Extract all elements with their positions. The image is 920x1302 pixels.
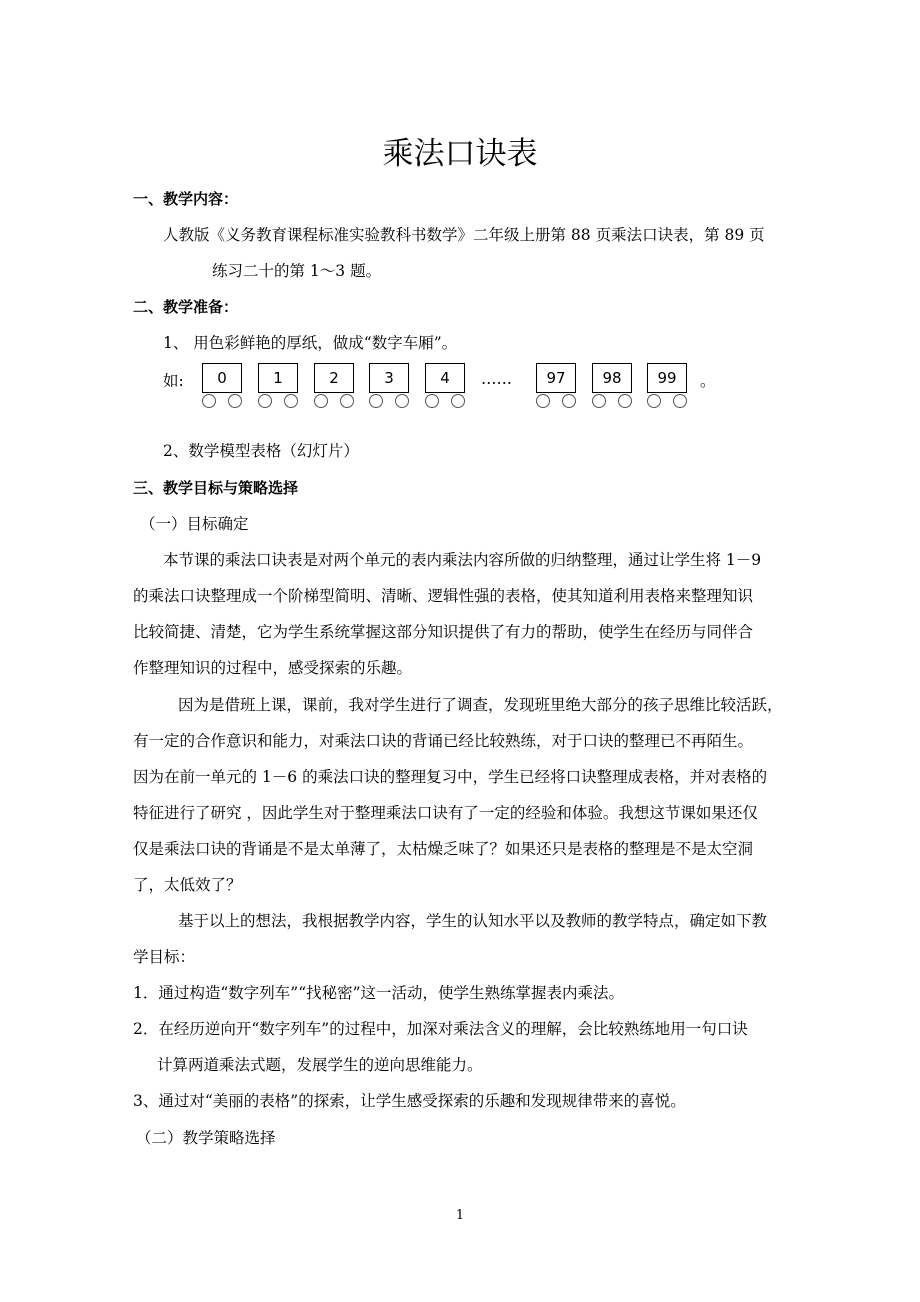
wheel-icon [228, 394, 242, 408]
page-number: 1 [455, 1208, 465, 1223]
section-heading-goals: 三、教学目标与策略选择 [133, 479, 299, 497]
paragraph-line: 基于以上的想法，我根据教学内容，学生的认知水平以及教师的教学特点，确定如下教 [178, 912, 768, 930]
paragraph-line: 比较简捷、清楚，它为学生系统掌握这部分知识提供了有力的帮助，使学生在经历与同伴合 [133, 623, 754, 641]
number-car: 2 [314, 363, 354, 393]
paragraph-line: 的乘法口诀整理成一个阶梯型简明、清晰、逻辑性强的表格，使其知道利用表格来整理知识 [133, 587, 754, 605]
wheel-icon [425, 394, 439, 408]
page-title: 乘法口诀表 [382, 136, 538, 172]
wheel-icon [369, 394, 383, 408]
paragraph-line: 特征进行了研究 ，因此学生对于整理乘法口诀有了一定的经验和体验。我想这节课如果还仅 [133, 804, 758, 822]
example-end-mark: 。 [700, 372, 716, 390]
number-car: 98 [592, 363, 632, 393]
wheel-icon [673, 394, 687, 408]
content-line-2: 练习二十的第 1～3 题。 [212, 262, 382, 280]
paragraph-line: 作整理知识的过程中，感受探索的乐趣。 [133, 659, 413, 677]
number-car: 97 [536, 363, 576, 393]
number-car: 3 [369, 363, 409, 393]
preparation-item-1: 1、 用色彩鲜艳的厚纸，做成“数字车厢”。 [163, 334, 458, 352]
wheel-icon [258, 394, 272, 408]
wheel-icon [314, 394, 328, 408]
content-line-1: 人教版《义务教育课程标准实验教科书数学》二年级上册第 88 页乘法口诀表，第 89 页 [163, 226, 765, 244]
section-heading-preparation: 二、教学准备： [133, 298, 239, 316]
paragraph-line: 因为是借班上课，课前，我对学生进行了调查，发现班里绝大部分的孩子思维比较活跃， [178, 696, 783, 714]
subsection-heading-goal-setting: （一）目标确定 [140, 515, 249, 533]
number-car: 4 [425, 363, 465, 393]
wheel-icon [592, 394, 606, 408]
wheel-icon [451, 394, 465, 408]
paragraph-line: 有一定的合作意识和能力，对乘法口诀的背诵已经比较熟练，对于口诀的整理已不再陌生。 [133, 732, 754, 750]
paragraph-line: 因为在前一单元的 1－6 的乘法口诀的整理复习中，学生已经将口诀整理成表格，并对表格的 [133, 768, 768, 786]
paragraph-line: 本节课的乘法口诀表是对两个单元的表内乘法内容所做的归纳整理，通过让学生将 1－9 [163, 551, 762, 569]
goal-item-2-cont: 计算两道乘法式题，发展学生的逆向思维能力。 [157, 1056, 483, 1074]
number-car: 99 [647, 363, 687, 393]
paragraph-line: 学目标： [133, 948, 196, 966]
subsection-heading-strategy: （二）教学策略选择 [136, 1129, 276, 1147]
paragraph-line: 仅是乘法口诀的背诵是不是太单薄了，太枯燥乏味了？如果还只是表格的整理是不是太空洞 [133, 840, 754, 858]
preparation-item-2: 2、数学模型表格（幻灯片） [163, 442, 359, 460]
goal-item-1: 1．通过构造“数字列车”“找秘密”这一活动，使学生熟练掌握表内乘法。 [133, 984, 625, 1002]
wheel-icon [340, 394, 354, 408]
wheel-icon [562, 394, 576, 408]
wheel-icon [395, 394, 409, 408]
example-label: 如: [163, 372, 184, 390]
goal-item-2: 2．在经历逆向开“数字列车”的过程中，加深对乘法含义的理解，会比较熟练地用一句口诀 [133, 1020, 748, 1038]
paragraph-line: 了，太低效了？ [133, 876, 242, 894]
section-heading-content: 一、教学内容： [133, 190, 239, 208]
wheel-icon [618, 394, 632, 408]
wheel-icon [647, 394, 661, 408]
goal-item-3: 3、通过对“美丽的表格”的探索，让学生感受探索的乐趣和发现规律带来的喜悦。 [133, 1092, 686, 1110]
number-car: 1 [258, 363, 298, 393]
wheel-icon [202, 394, 216, 408]
wheel-icon [284, 394, 298, 408]
ellipsis: …… [481, 370, 512, 388]
wheel-icon [536, 394, 550, 408]
number-car: 0 [202, 363, 242, 393]
